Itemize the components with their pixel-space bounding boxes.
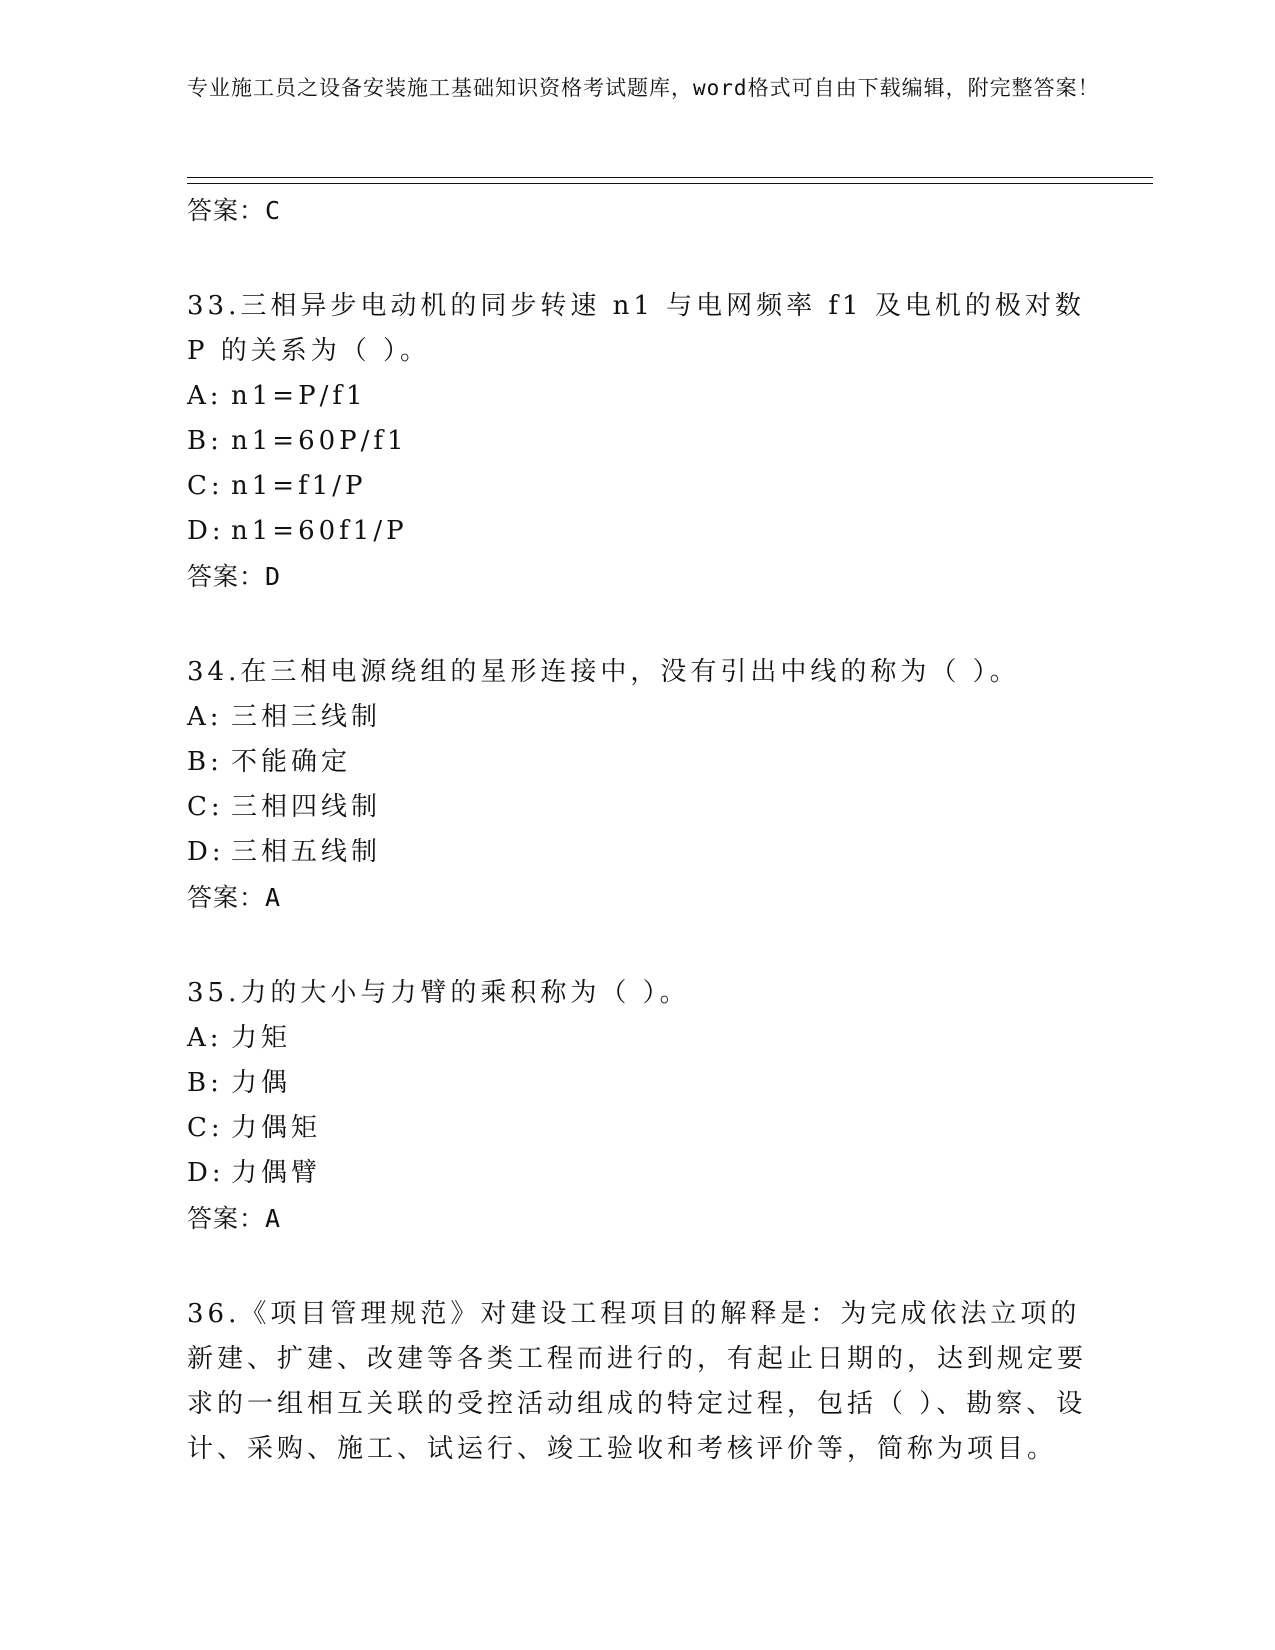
question-stem: 35.力的大小与力臂的乘积称为（ ）。: [187, 978, 690, 1008]
page-header-text: 专业施工员之设备安装施工基础知识资格考试题库，word格式可自由下载编辑，附完整答案！: [187, 76, 1100, 100]
option-text: 三相四线制: [231, 792, 382, 822]
option-letter: C:: [187, 471, 224, 501]
option-letter: D:: [187, 1158, 225, 1188]
document-body: [187, 188, 1087, 1522]
question-block: [187, 284, 1087, 600]
option-letter: A:: [187, 702, 223, 732]
question-stem: 33.三相异步电动机的同步转速 n1 与电网频率 f1 及电机的极对数 P 的关系为（ ）。: [187, 291, 1085, 366]
page-header: [187, 72, 1147, 105]
option-text: 力偶: [231, 1068, 292, 1098]
question-block: [187, 1292, 1087, 1472]
option-letter: A:: [187, 1023, 223, 1053]
header-rule-top: [187, 177, 1153, 178]
option-text: n1=f1/P: [231, 471, 367, 501]
answer-line: 答案：D: [187, 562, 282, 591]
option-letter: A:: [187, 381, 223, 411]
question-option: [187, 509, 1087, 554]
question-option: [187, 419, 1087, 464]
option-text: 三相三线制: [231, 702, 382, 732]
question-option: [187, 374, 1087, 419]
option-text: 力偶矩: [231, 1113, 322, 1143]
question-option: [187, 1151, 1087, 1196]
question-block: [187, 971, 1087, 1242]
answer-line: 答案：A: [187, 1204, 282, 1233]
option-letter: B:: [187, 1068, 223, 1098]
question-block: [187, 650, 1087, 921]
option-text: n1=60P/f1: [231, 426, 408, 456]
option-letter: C:: [187, 1113, 224, 1143]
option-text: 力偶臂: [231, 1158, 322, 1188]
question-option: [187, 464, 1087, 509]
question-option: [187, 740, 1087, 785]
question-option: [187, 785, 1087, 830]
question-option: [187, 695, 1087, 740]
option-text: n1=P/f1: [231, 381, 367, 411]
option-letter: D:: [187, 516, 225, 546]
option-text: 三相五线制: [231, 837, 382, 867]
question-option: [187, 1016, 1087, 1061]
option-letter: C:: [187, 792, 224, 822]
question-option: [187, 1061, 1087, 1106]
option-letter: B:: [187, 426, 223, 456]
question-option: [187, 1106, 1087, 1151]
option-text: n1=60f1/P: [231, 516, 408, 546]
answer-line: 答案：C: [187, 196, 282, 225]
option-text: 力矩: [231, 1023, 292, 1053]
question-stem: 36.《项目管理规范》对建设工程项目的解释是：为完成依法立项的新建、扩建、改建等各类工程而进行的，有起止日期的，达到规定要求的一组相互关联的受控活动组成的特定过程，包括（ ）、勘察、设计、采购、施工、试运行、竣工验收和考核评价等，简称为项目。: [187, 1299, 1088, 1464]
option-text: 不能确定: [231, 747, 352, 777]
header-rule-bottom: [187, 183, 1153, 184]
question-option: [187, 830, 1087, 875]
answer-line: 答案：A: [187, 883, 282, 912]
option-letter: D:: [187, 837, 225, 867]
question-stem: 34.在三相电源绕组的星形连接中，没有引出中线的称为（ ）。: [187, 657, 1020, 687]
option-letter: B:: [187, 747, 223, 777]
